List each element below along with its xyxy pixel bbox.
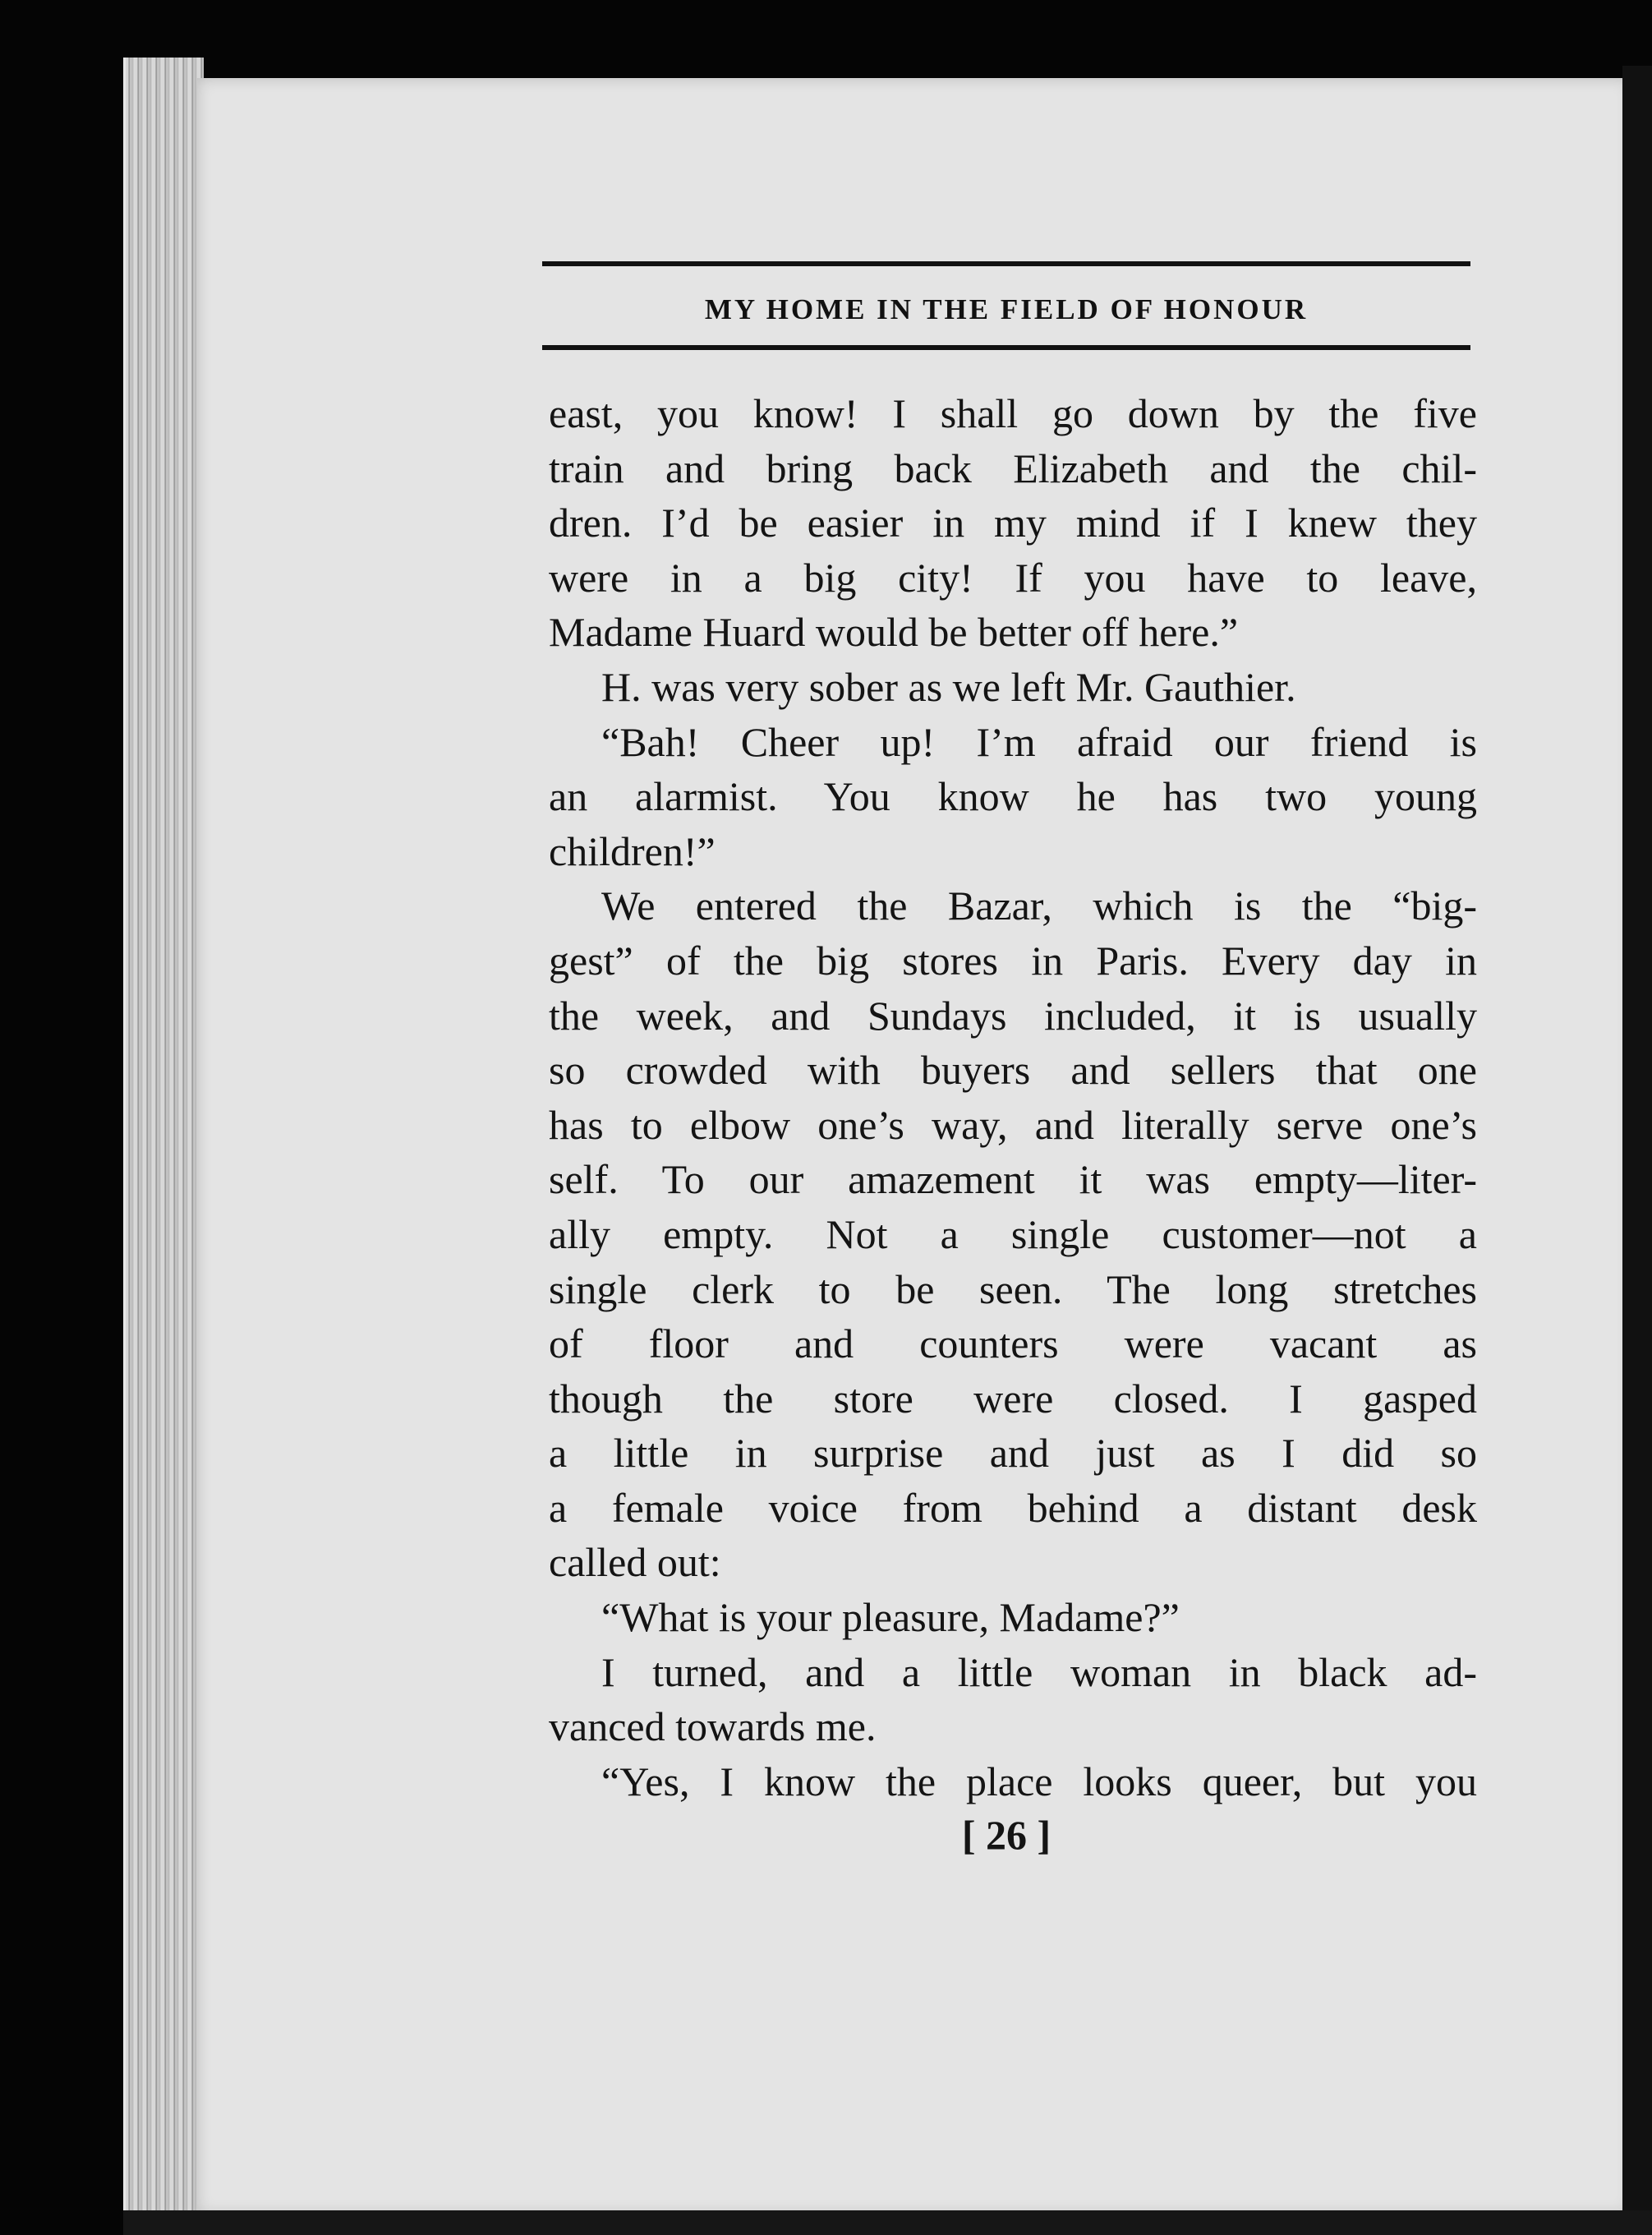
running-head: MY HOME IN THE FIELD OF HONOUR (704, 293, 1309, 325)
text-line: “Yes, I know the place looks queer, but you (601, 1758, 1477, 1804)
text-line: We entered the Bazar, which is the “big- (601, 882, 1477, 929)
text-line: ally empty. Not a single customer—not a (549, 1210, 1477, 1257)
text-line: a little in surprise and just as I did so (549, 1430, 1477, 1477)
text-line: Madame Huard would be better off here.” (549, 609, 1239, 656)
text-line: “Bah! Cheer up! I’m afraid our friend is (601, 718, 1477, 765)
scan-bottom-border (123, 2210, 1652, 2235)
text-line: were in a big city! If you have to leave, (549, 554, 1477, 601)
text-line: called out: (549, 1539, 721, 1586)
text-line: a female voice from behind a distant desk (549, 1484, 1477, 1531)
page-fore-edge (123, 58, 204, 2210)
text-line: of floor and counters were vacant as (549, 1320, 1477, 1367)
page-number: [ 26 ] (961, 1812, 1051, 1858)
scan-right-border (1622, 66, 1652, 2235)
text-line: so crowded with buyers and sellers that one (549, 1047, 1477, 1094)
text-line: though the store were closed. I gasped (549, 1375, 1477, 1422)
text-line: vanced towards me. (549, 1703, 877, 1750)
header-rule-top (542, 261, 1470, 266)
body-text (549, 386, 1477, 1809)
text-line: children!” (549, 827, 716, 874)
text-line: train and bring back Elizabeth and the chil- (549, 445, 1477, 491)
text-line: H. was very sober as we left Mr. Gauthier. (601, 663, 1296, 710)
text-line: an alarmist. You know he has two young (549, 773, 1477, 820)
text-line: I turned, and a little woman in black ad- (601, 1648, 1477, 1695)
text-line: gest” of the big stores in Paris. Every day in (549, 937, 1477, 984)
header-rule-bottom (542, 345, 1470, 350)
text-line: dren. I’d be easier in my mind if I knew they (549, 500, 1477, 546)
text-line: east, you know! I shall go down by the five (549, 390, 1477, 436)
text-line: the week, and Sundays included, it is usually (549, 992, 1477, 1039)
text-line: has to elbow one’s way, and literally serve one’s (549, 1101, 1477, 1148)
text-line: self. To our amazement it was empty—liter- (549, 1156, 1477, 1203)
text-line: single clerk to be seen. The long stretches (549, 1265, 1477, 1312)
text-line: “What is your pleasure, Madame?” (601, 1594, 1180, 1641)
